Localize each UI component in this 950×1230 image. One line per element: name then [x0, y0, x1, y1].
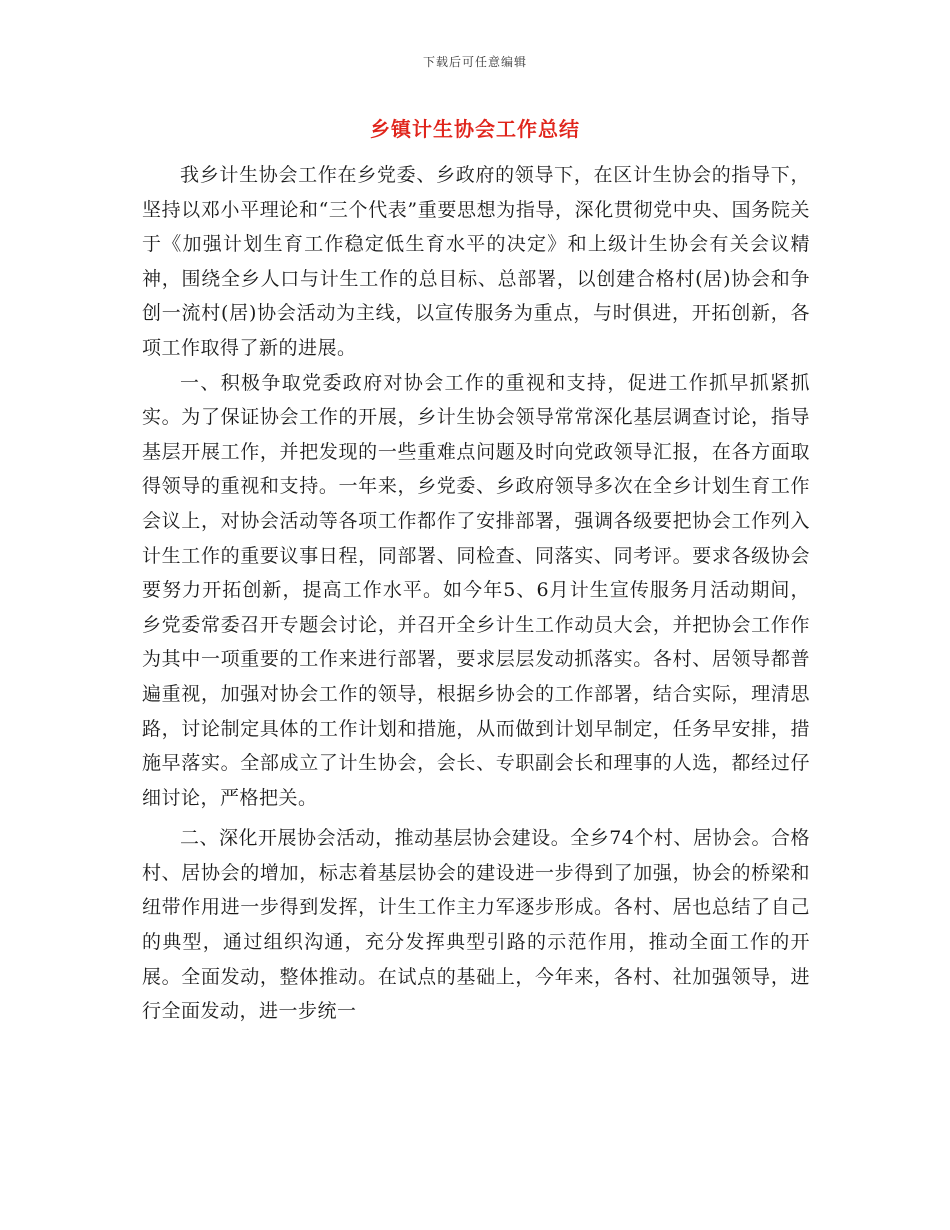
- document-title: 乡镇计生协会工作总结: [370, 117, 580, 141]
- document-body: [142, 158, 810, 1029]
- paragraph-section-one: 一、积极争取党委政府对协会工作的重视和支持，促进工作抓早抓紧抓实。为了保证协会工作的开展，乡计生协会领导常常深化基层调查讨论，指导基层开展工作，并把发现的一些重难点问题及时向党政领导汇报，在各方面取得领导的重视和支持。一年来，乡党委、乡政府领导多次在全乡计划生育工作会议上，对协会活动等各项工作都作了安排部署，强调各级要把协会工作列入计生工作的重要议事日程，同部署、同检查、同落实、同考评。要求各级协会要努力开拓创新，提高工作水平。如今年5、6月计生宣传服务月活动期间，乡党委常委召开专题会讨论，并召开全乡计生工作动员大会，并把协会工作作为其中一项重要的工作来进行部署，要求层层发动抓落实。各村、居领导都普遍重视，加强对协会工作的领导，根据乡协会的工作部署，结合实际，理清思路，讨论制定具体的工作计划和措施，从而做到计划早制定，任务早安排，措施早落实。全部成立了计生协会，会长、专职副会长和理事的人选，都经过仔细讨论，严格把关。: [142, 371, 810, 809]
- page-header-note: 下载后可任意编辑: [422, 55, 527, 69]
- paragraph-section-two: 二、深化开展协会活动，推动基层协会建设。全乡74个村、居协会。合格村、居协会的增加，标志着基层协会的建设进一步得到了加强，协会的桥梁和纽带作用进一步得到发挥，计生工作主力军逐步形成。各村、居也总结了自己的典型，通过组织沟通，充分发挥典型引路的示范作用，推动全面工作的开展。全面发动，整体推动。在试点的基础上，今年来，各村、社加强领导，进行全面发动，进一步统一: [142, 827, 810, 1023]
- paragraph-intro: 我乡计生协会工作在乡党委、乡政府的领导下，在区计生协会的指导下，坚持以邓小平理论和“三个代表”重要思想为指导，深化贯彻党中央、国务院关于《加强计划生育工作稳定低生育水平的决定》和上级计生协会有关会议精神，围绕全乡人口与计生工作的总目标、总部署，以创建合格村(居)协会和争创一流村(居)协会活动为主线，以宣传服务为重点，与时俱进，开拓创新，各项工作取得了新的进展。: [142, 164, 810, 359]
